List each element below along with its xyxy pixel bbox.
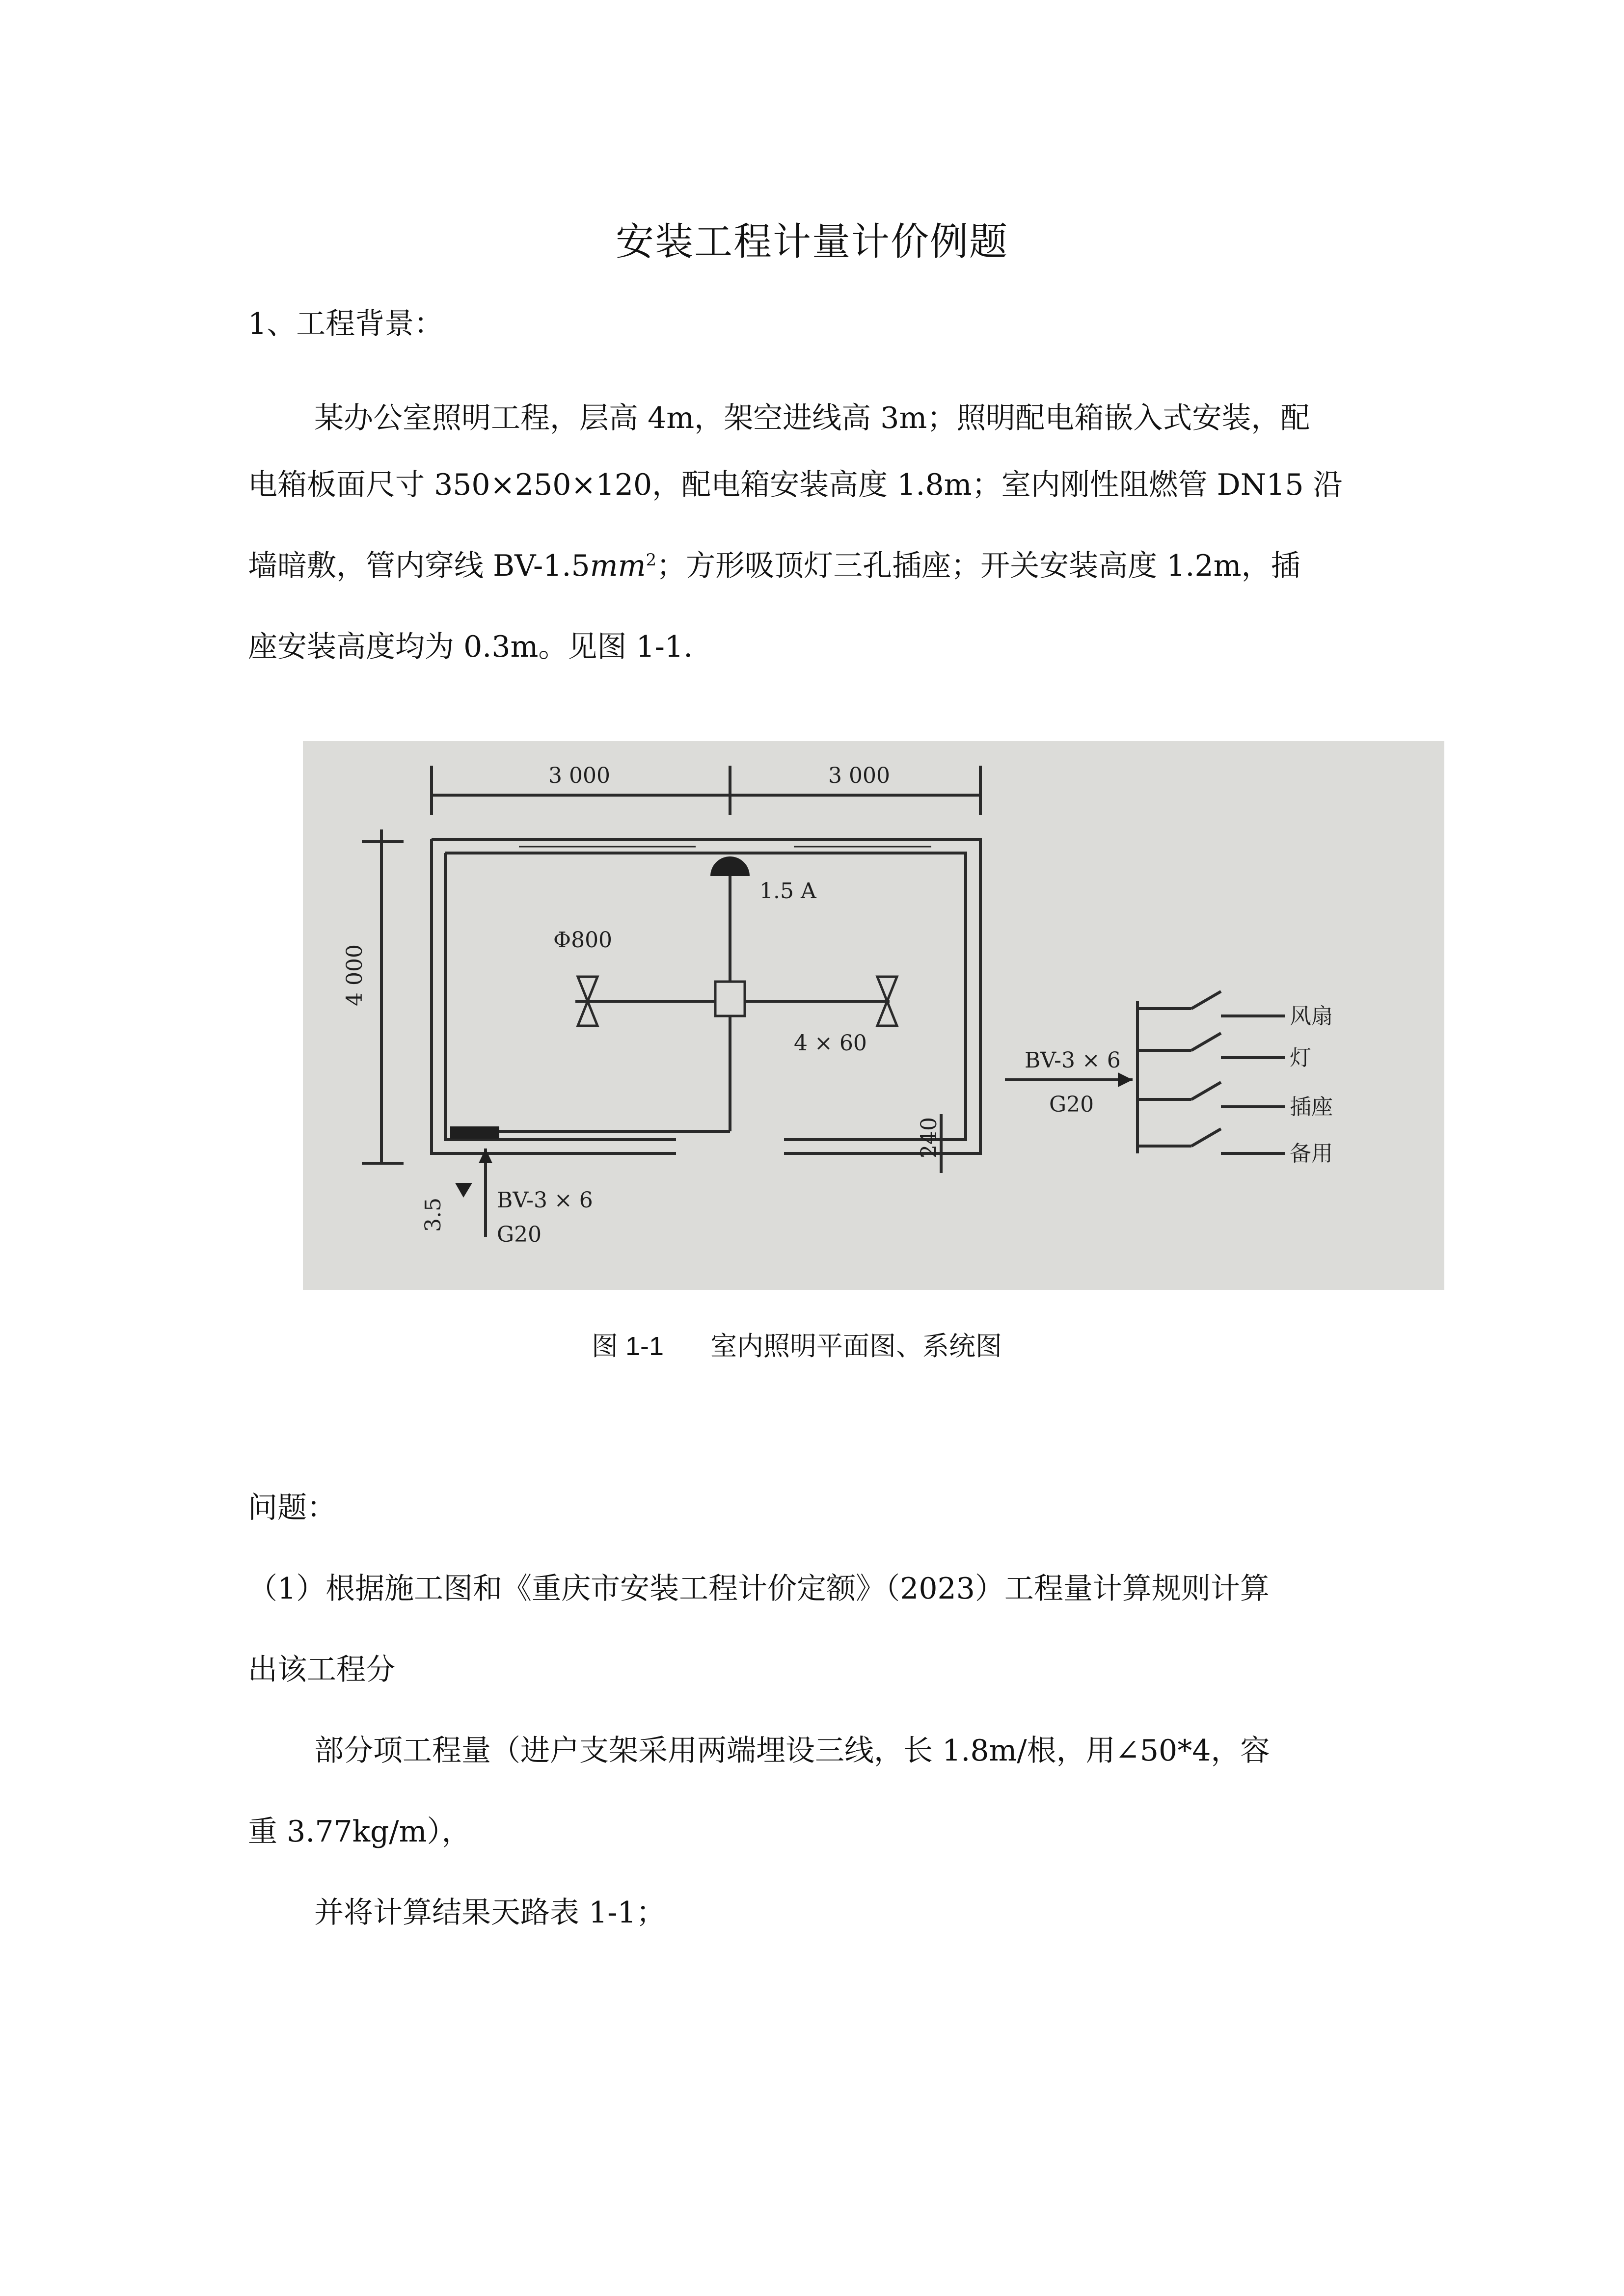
line-end: ；方形吸顶灯三孔插座；开关安装高度 1.2m，插	[656, 549, 1300, 583]
line-start: 墙暗敷，管内穿线 BV-1.5	[248, 549, 590, 583]
question-line: （1）根据施工图和《重庆市安装工程计价定额》（2023）工程量计算规则计算	[248, 1572, 1270, 1606]
question-line: 出该工程分	[248, 1653, 395, 1687]
question-line: 部分项工程量（进户支架采用两端埋设三线，长 1.8m/根，用∠50*4，容	[314, 1734, 1270, 1768]
feed-label-bottom: BV-3 × 6	[497, 1188, 593, 1213]
dim-top-right: 3 000	[828, 763, 890, 788]
caption-text: 室内照明平面图、系统图	[710, 1331, 1002, 1362]
box-label: 4 × 60	[794, 1031, 867, 1056]
paragraph-line	[248, 551, 1300, 581]
lamp-label: 1.5 A	[759, 879, 816, 904]
dim-right-small: 240	[917, 1117, 942, 1158]
page-title: 安装工程计量计价例题	[615, 220, 1008, 264]
figure-caption	[592, 1325, 1002, 1363]
circuit-label: 备用	[1290, 1141, 1333, 1166]
circuit-label: 灯	[1290, 1045, 1311, 1070]
paragraph-line: 某办公室照明工程，层高 4m，架空进线高 3m；照明配电箱嵌入式安装，配	[314, 401, 1310, 435]
background-paragraph	[248, 378, 1392, 459]
question-line: 重 3.77kg/m），	[248, 1815, 471, 1849]
section-heading: 1、工程背景：	[248, 307, 444, 341]
question-heading: 问题：	[248, 1491, 336, 1525]
dim-left: 4 000	[342, 944, 367, 1006]
paragraph-line: 座安装高度均为 0.3m。见图 1-1.	[248, 630, 693, 664]
figure-photo	[303, 741, 1444, 1290]
figure-drawing	[303, 741, 1444, 1290]
sys-pipe-label: G20	[1049, 1092, 1094, 1117]
fan-label: Φ800	[553, 928, 613, 953]
paragraph-line: 电箱板面尺寸 350×250×120，配电箱安装高度 1.8m；室内刚性阻燃管 DN15 沿	[248, 468, 1343, 502]
caption-number: 图 1-1	[592, 1332, 664, 1361]
circuit-label: 插座	[1290, 1095, 1333, 1120]
circuit-label: 风扇	[1290, 1004, 1333, 1029]
unit-mm: mm	[590, 549, 646, 583]
height-label: 3.5	[421, 1198, 446, 1232]
question-line: 并将计算结果天路表 1-1；	[314, 1896, 666, 1930]
unit-superscript: 2	[646, 550, 657, 570]
sys-feed-label: BV-3 × 6	[1025, 1048, 1121, 1073]
feed-pipe-bottom: G20	[497, 1222, 542, 1247]
dim-top-left: 3 000	[548, 763, 610, 788]
